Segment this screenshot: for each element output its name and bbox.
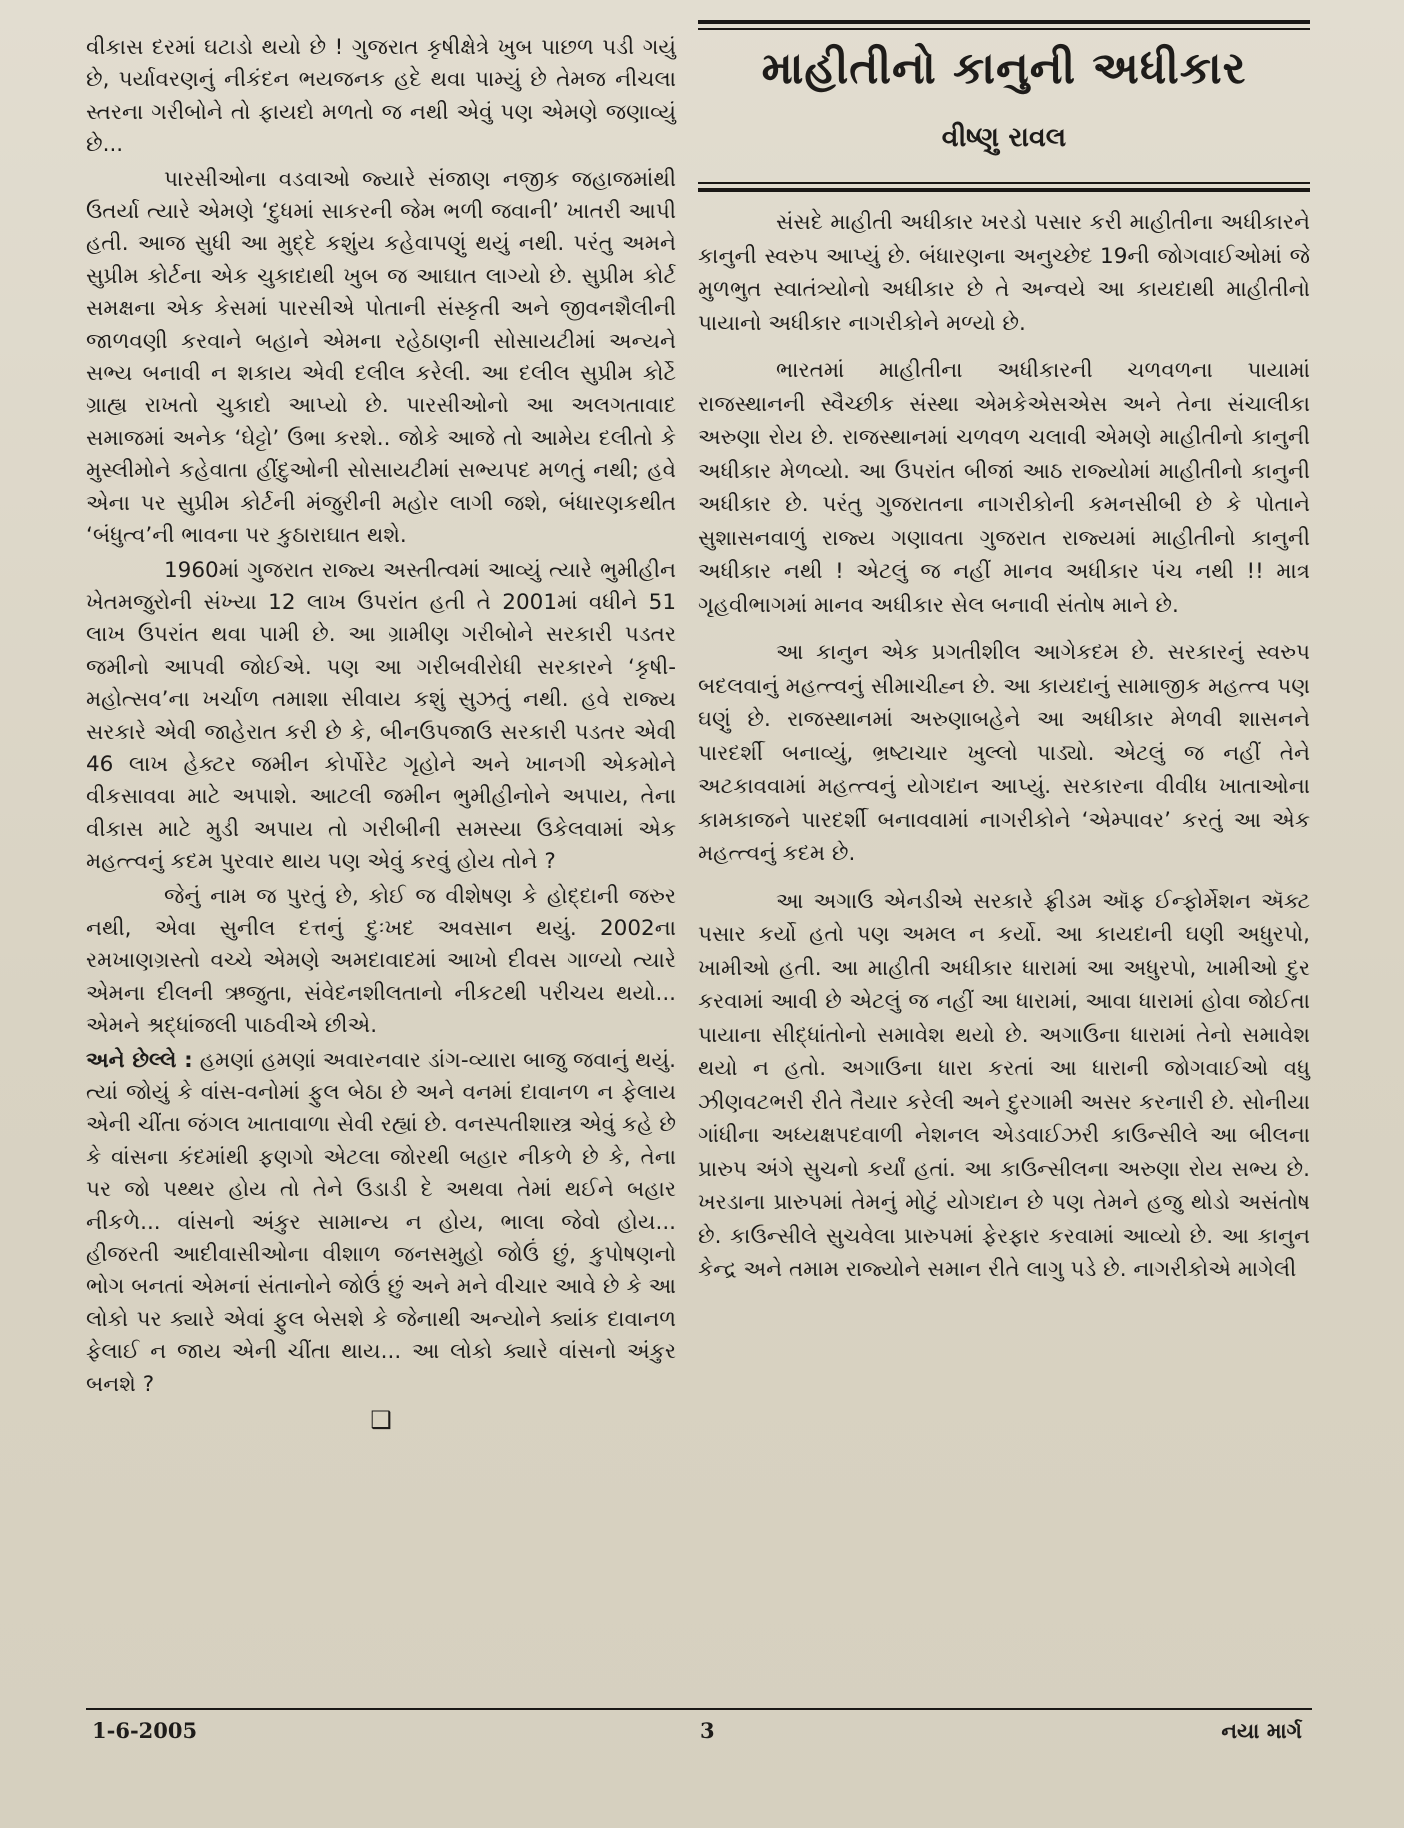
magazine-name: નયા માર્ગ <box>1221 1718 1302 1743</box>
right-column <box>698 20 1310 1289</box>
title-rule-top <box>698 20 1310 24</box>
paragraph: 1960માં ગુજરાત રાજ્ય અસ્તીત્વમાં આવ્યું ત્યારે ભુમીહીન ખેતમજુરોની સંખ્યા 12 લાખ ઉપરાંત હતી તે 2001માં વધીને 51 લાખ ઉપરાંત થવા પામી છે. આ ગ્રામીણ ગરીબોને સરકારી પડતર જમીનો આપવી જોઈએ. પણ આ ગરીબવીરોધી સરકારને ‘કૃષી-મહોત્સવ’ના ખર્ચાળ તમાશા સીવાય કશું સુઝતું નથી. હવે રાજ્ય સરકારે એવી જાહેરાત કરી છે કે, બીનઉપજાઉ સરકારી પડતર એવી 46 લાખ હેક્ટર જમીન કોર્પોરેટ ગૃહોને અને ખાનગી એકમોને વીકસાવવા માટે અપાશે. આટલી જમીન ભુમીહીનોને અપાય, તેના વીકાસ માટે મુડી અપાય તો ગરીબીની સમસ્યા ઉકેલવામાં એક મહત્ત્વનું કદમ પુરવાર થાય પણ એવું કરવું હોય તોને ? <box>86 557 676 875</box>
title-rule-bottom <box>698 188 1310 192</box>
paragraph: જેનું નામ જ પુરતું છે, કોઈ જ વીશેષણ કે હોદ્દાની જરુર નથી, એવા સુનીલ દત્તનું દુઃખદ અવસાન થયું. 2002ના રમખાણગ્રસ્તો વચ્ચે એમણે અમદાવાદમાં આખો દીવસ ગાળ્યો ત્યારે એમના દીલની ઋજુતા, સંવેદનશીલતાનો નીકટથી પરીચય થયો... એમને શ્રદ્ધાંજલી પાઠવીએ છીએ. <box>86 883 676 1039</box>
article-byline: વીષ્ણુ રાવલ <box>941 122 1067 153</box>
paragraph: પારસીઓના વડવાઓ જ્યારે સંજાણ નજીક જહાજમાંથી ઉતર્યા ત્યારે એમણે ‘દુધમાં સાકરની જેમ ભળી જવાની’ ખાતરી આપી હતી. આજ સુધી આ મુદ્દે કશુંય કહેવાપણું થયું નથી. પરંતુ અમને સુપ્રીમ કોર્ટના એક ચુકાદાથી ખુબ જ આઘાત લાગ્યો છે. સુપ્રીમ કોર્ટ સમક્ષના એક કેસમાં પારસીએ પોતાની સંસ્કૃતી અને જીવનશૈલીની જાળવણી કરવાને બહાને એમના રહેઠાણની સોસાયટીમાં અન્યને સભ્ય બનાવી ન શકાય એવી દલીલ કરેલી. આ દલીલ સુપ્રીમ કોર્ટે ગ્રાહ્ય રાખતો ચુકાદો આપ્યો છે. પારસીઓનો આ અલગતાવાદ સમાજમાં અનેક ‘ઘેટ્ટો’ ઉભા કરશે.. જોકે આજે તો આમેય દલીતો કે મુસ્લીમોને કહેવાતા હીંદુઓની સોસાયટીમાં સભ્યપદ મળતું નથી; હવે એના પર સુપ્રીમ કોર્ટની મંજુરીની મહોર લાગી જશે, બંધારણકથીત ‘બંધુત્વ’ની ભાવના પર કુઠારાઘાત થશે. <box>86 166 676 549</box>
closing-text: હમણાં હમણાં અવારનવાર ડાંગ-વ્યારા બાજુ જવાનું થયું. ત્યાં જોયું કે વાંસ-વનોમાં ફુલ બેઠા છે અને વનમાં દાવાનળ ન ફેલાય એની ચીંતા જંગલ ખાતાવાળા સેવી રહ્યાં છે. વનસ્પતીશાસ્ત્ર એવું કહે છે કે વાંસના કંદમાંથી ફણગો એટલા જોરથી બહાર નીકળે છે કે, તેના પર જો પથ્થર હોય તો તેને ઉડાડી દે અથવા તેમાં થઈને બહાર નીકળે... વાંસનો અંકુર સામાન્ય ન હોય, ભાલા જેવો હોય... હીજરતી આદીવાસીઓના વીશાળ જનસમુહો જોઉં છું, કુપોષણનો ભોગ બનતાં એમનાં સંતાનોને જોઉં છું અને મને વીચાર આવે છે કે આ લોકો પર ક્યારે એવાં ફુલ બેસશે કે જેનાથી અન્યોને ક્યાંક દાવાનળ ફેલાઈ ન જાય એની ચીંતા થાય... આ લોકો ક્યારે વાંસનો અંકુર બનશે ? <box>86 1047 677 1397</box>
page-number: 3 <box>700 1718 715 1743</box>
paragraph: સંસદે માહીતી અધીકાર ખરડો પસાર કરી માહીતીના અધીકારને કાનુની સ્વરુપ આપ્યું છે. બંધારણના અનુચ્છેદ 19ની જોગવાઈઓમાં જે મુળભુત સ્વાતંત્ર્યોનો અધીકાર છે તે અન્વયે આ કાયદાથી માહીતીનો પાયાનો અધીકાર નાગરીકોને મળ્યો છે. <box>698 210 1310 336</box>
issue-date: 1-6-2005 <box>92 1718 198 1743</box>
paragraph: આ અગાઉ એનડીએ સરકારે ફ્રીડમ ઑફ ઈન્ફોર્મેશન ઍક્ટ પસાર કર્યો હતો પણ અમલ ન કર્યો. આ કાયદાની ઘણી અધુરપો, ખામીઓ હતી. આ માહીતી અધીકાર ધારામાં આ અધુરપો, ખામીઓ દુર કરવામાં આવી છે એટલું જ નહીં આ ધારામાં, આવા ધારામાં હોવા જોઈતા પાયાના સીદ્ધાંતોનો સમાવેશ થયો છે. અગાઉના ધારામાં તેનો સમાવેશ થયો ન હતો. અગાઉના ધારા કરતાં આ ધારાની જોગવાઈઓ વધુ ઝીણવટભરી રીતે તૈયાર કરેલી અને દુરગામી અસર કરનારી છે. સોનીયા ગાંધીના અધ્યક્ષપદવાળી નેશનલ એડવાઈઝરી કાઉન્સીલે આ બીલના પ્રારુપ અંગે સુચનો કર્યાં હતાં. આ કાઉન્સીલના અરુણા રોય સભ્ય છે. ખરડાના પ્રારુપમાં તેમનું મોટું યોગદાન છે પણ તેમને હજુ થોડો અસંતોષ છે. કાઉન્સીલે સુચવેલા પ્રારુપમાં ફેરફાર કરવામાં આવ્યો છે. આ કાનુન કેન્દ્ર અને તમામ રાજ્યોને સમાન રીતે લાગુ પડે છે. નાગરીકોએ માગેલી <box>698 888 1310 1282</box>
paragraph: વીકાસ દરમાં ઘટાડો થયો છે ! ગુજરાત કૃષીક્ષેત્રે ખુબ પાછળ પડી ગયું છે, પર્યાવરણનું નીકંદન ભયજનક હદે થવા પામ્યું છે તેમજ નીચલા સ્તરના ગરીબોને તો ફાયદો મળતો જ નથી એવું પણ એમણે જણાવ્યું છે... <box>86 35 676 158</box>
paragraph: આ કાનુન એક પ્રગતીશીલ આગેકદમ છે. સરકારનું સ્વરુપ બદલવાનું મહત્ત્વનું સીમાચીહ્ન છે. આ કાયદાનું સામાજીક મહત્ત્વ પણ ઘણું છે. રાજસ્થાનમાં અરુણાબહેને આ અધીકાર મેળવી શાસનને પારદર્શી બનાવ્યું, ભ્રષ્ટાચાર ખુલ્લો પાડ્યો. એટલું જ નહીં તેને અટકાવવામાં મહત્ત્વનું યોગદાન આપ્યું. સરકારના વીવીધ ખાતાઓના કામકાજને પારદર્શી બનાવવામાં નાગરીકોને ‘એમ્પાવર’ કરતું આ એક મહત્ત્વનું કદમ છે. <box>698 640 1310 866</box>
left-column <box>86 32 676 1435</box>
title-rule-top-thin <box>698 28 1310 30</box>
footer-rule <box>86 1708 1312 1710</box>
end-mark-icon: ❑ <box>370 1406 392 1435</box>
closing-lead: અને છેલ્લે : <box>86 1047 193 1073</box>
article-title: માહીતીનો કાનુની અધીકાર <box>761 43 1247 94</box>
paragraph: ભારતમાં માહીતીના અધીકારની ચળવળના પાયામાં રાજસ્થાનની સ્વૈચ્છીક સંસ્થા એમકેએસએસ અને તેના સંચાલીકા અરુણા રોય છે. રાજસ્થાનમાં ચળવળ ચલાવી એમણે માહીતીનો કાનુની અધીકાર મેળવ્યો. આ ઉપરાંત બીજાં આઠ રાજ્યોમાં માહીતીનો કાનુની અધીકાર છે. પરંતુ ગુજરાતના નાગરીકોની કમનસીબી છે કે પોતાને સુશાસનવાળું રાજ્ય ગણાવતા ગુજરાત રાજ્યમાં માહીતીનો કાનુની અધીકાર નથી ! એટલું જ નહીં માનવ અધીકાર પંચ નથી !! માત્ર ગૃહવીભાગમાં માનવ અધીકાર સેલ બનાવી સંતોષ માને છે. <box>698 358 1310 618</box>
closing-paragraph <box>86 1045 676 1401</box>
title-rule-bottom-thin <box>698 182 1310 184</box>
